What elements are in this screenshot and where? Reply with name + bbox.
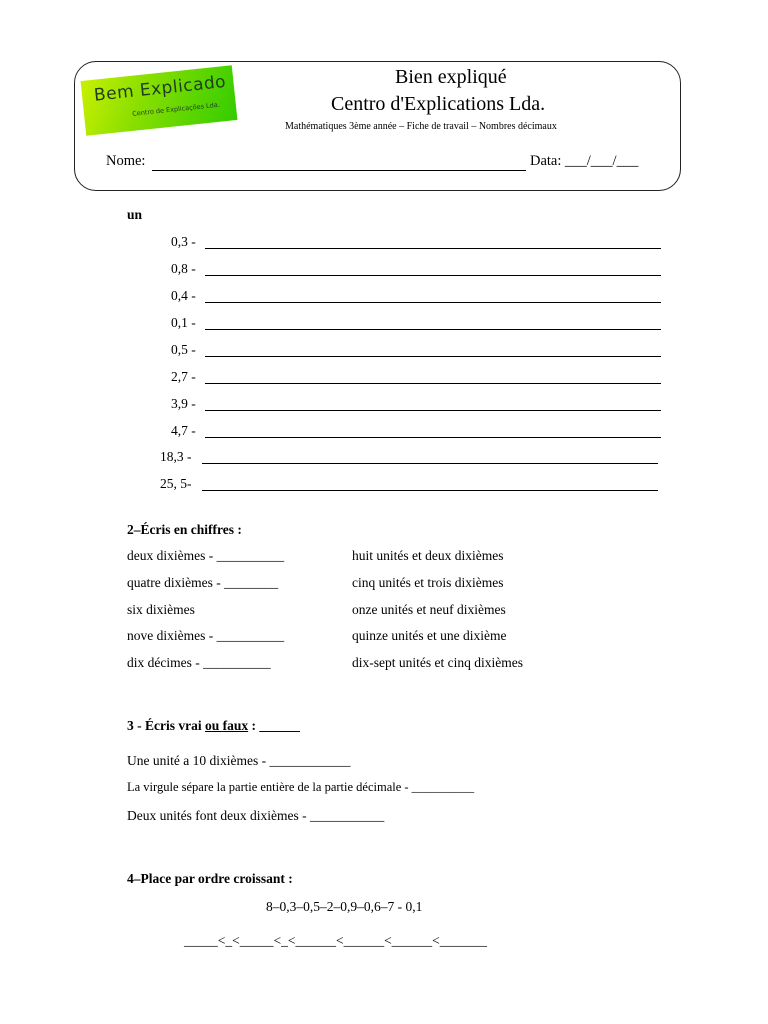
- section2-left-item: dix décimes - __________: [127, 655, 271, 670]
- answer-line[interactable]: [205, 437, 661, 438]
- section2-right-item: onze unités et neuf dixièmes: [352, 602, 506, 617]
- section3-item: Deux unités font deux dixièmes - ___________: [127, 808, 385, 823]
- section1-title: un: [127, 207, 143, 222]
- answer-line[interactable]: [202, 463, 658, 464]
- section1-item: 25, 5-: [160, 476, 192, 491]
- section1-item: 4,7 -: [171, 423, 196, 438]
- org-name-line1: Bien expliqué: [395, 66, 507, 88]
- section1-item: 0,8 -: [171, 261, 196, 276]
- section2-right-item: quinze unités et une dixième: [352, 628, 507, 643]
- answer-line[interactable]: [202, 490, 658, 491]
- section2-left-item: six dixièmes: [127, 602, 195, 617]
- answer-line[interactable]: [205, 248, 661, 249]
- name-label: Nome:: [106, 153, 146, 169]
- section3-title: [127, 718, 300, 734]
- section2-right-item: cinq unités et trois dixièmes: [352, 575, 504, 590]
- section3-title-blank: ______: [259, 718, 300, 733]
- worksheet-subtitle: Mathématiques 3ème année – Fiche de travail – Nombres décimaux: [285, 121, 557, 132]
- section3-item: Une unité a 10 dixièmes - ____________: [127, 753, 351, 768]
- section4-title: 4–Place par ordre croissant :: [127, 871, 293, 886]
- answer-line[interactable]: [205, 356, 661, 357]
- answer-line[interactable]: [205, 410, 661, 411]
- section4-answer-line[interactable]: _____<_<_____<_<______<______<______<_______: [184, 933, 488, 948]
- section1-item: 0,1 -: [171, 315, 196, 330]
- section1-item: 3,9 -: [171, 396, 196, 411]
- section3-title-c: :: [251, 718, 256, 733]
- section4-numbers: 8–0,3–0,5–2–0,9–0,6–7 - 0,1: [266, 899, 423, 914]
- name-field-line[interactable]: [152, 170, 526, 171]
- section2-right-item: huit unités et deux dixièmes: [352, 548, 504, 563]
- section3-item: La virgule sépare la partie entière de la partie décimale - __________: [127, 780, 475, 794]
- section3-title-a: 3 - Écris vrai: [127, 718, 202, 733]
- section1-item: 18,3 -: [160, 449, 192, 464]
- org-name-line2: Centro d'Explications Lda.: [331, 93, 546, 115]
- section1-item: 0,3 -: [171, 234, 196, 249]
- section1-item: 0,5 -: [171, 342, 196, 357]
- section3-title-b: ou faux: [204, 718, 249, 733]
- section2-title: 2–Écris en chiffres :: [127, 522, 242, 537]
- section2-right-item: dix-sept unités et cinq dixièmes: [352, 655, 523, 670]
- section2-left-item: quatre dixièmes - ________: [127, 575, 279, 590]
- section2-left-item: deux dixièmes - __________: [127, 548, 285, 563]
- answer-line[interactable]: [205, 302, 661, 303]
- logo-title: Bem Explicado: [93, 71, 228, 106]
- answer-line[interactable]: [205, 275, 661, 276]
- section1-item: 0,4 -: [171, 288, 196, 303]
- answer-line[interactable]: [205, 383, 661, 384]
- answer-line[interactable]: [205, 329, 661, 330]
- section1-item: 2,7 -: [171, 369, 196, 384]
- date-field[interactable]: Data: ___/___/___: [530, 153, 639, 169]
- section2-left-item: nove dixièmes - __________: [127, 628, 285, 643]
- logo-subtitle: Centro de Explicações Lda.: [131, 100, 221, 118]
